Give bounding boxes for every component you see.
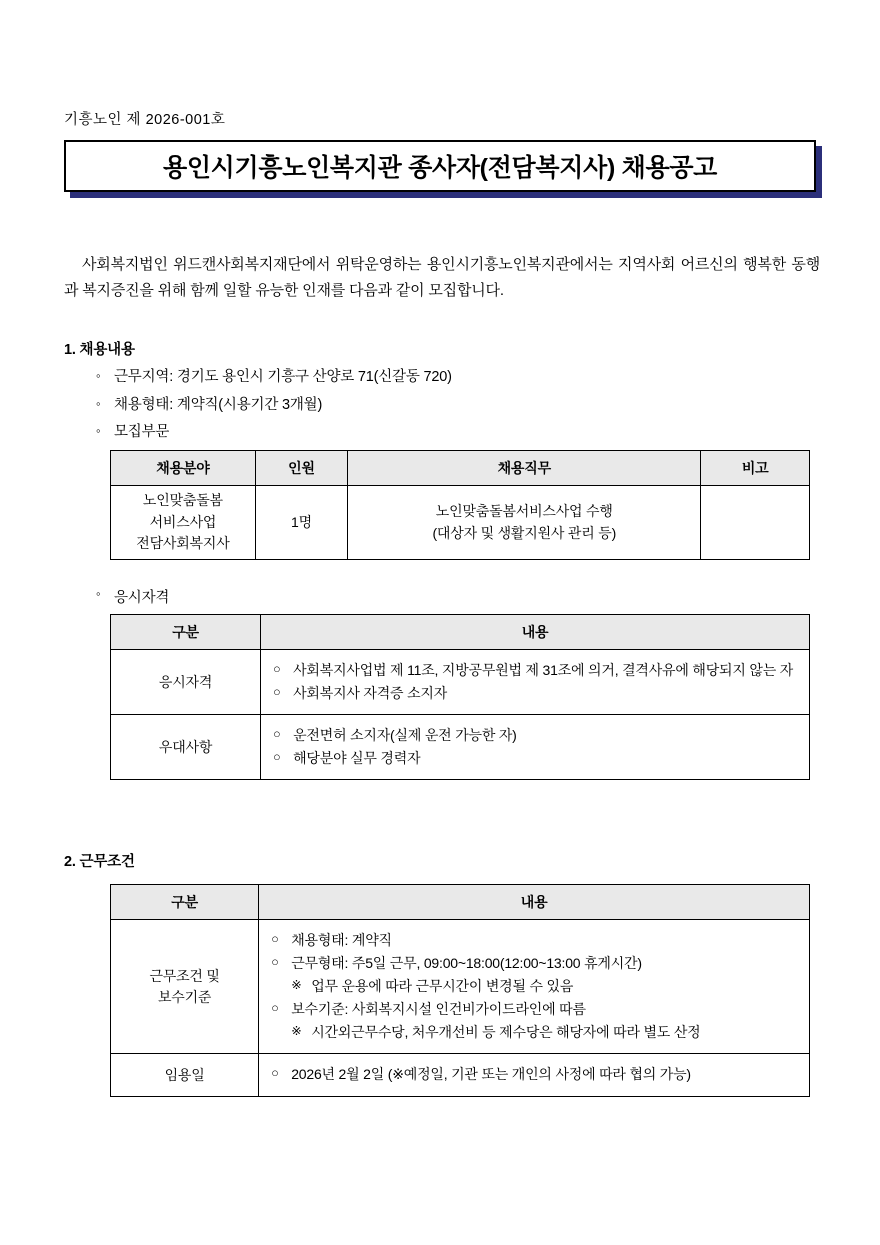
appointment-date-item: ○ 2026년 2월 2일 (※예정일, 기관 또는 개인의 사정에 따라 협의 가능)	[271, 1063, 799, 1086]
eligibility-item-1: ○ 사회복지사업법 제 11조, 지방공무원법 제 31조에 의거, 결격사유에 해당되지 않는 자	[273, 659, 799, 682]
preference-item-2: ○ 해당분야 실무 경력자	[273, 747, 799, 770]
th-gubun: 구분	[111, 615, 261, 650]
cell-count: 1명	[255, 486, 347, 560]
gubun-line-1: 근무조건 및	[149, 967, 220, 984]
th-note: 비고	[701, 451, 810, 486]
eligibility-item-2: ○ 사회복지사 자격증 소지자	[273, 682, 799, 705]
table-row	[111, 650, 810, 715]
intro-text: 사회복지법인 위드캔사회복지재단에서 위탁운영하는 용인시기흥노인복지관에서는 지역사회 어르신의 행복한 동행과 복지증진을 위해 함께 일할 유능한 인재를 다음과 같이 모집합니다.	[64, 256, 820, 300]
condition-item-3: ○ 보수기준: 사회복지시설 인건비가이드라인에 따름	[271, 998, 799, 1021]
table-header-row	[111, 615, 810, 650]
document-number: 기흥노인 제 2026-001호	[64, 112, 226, 128]
th-field: 채용분야	[111, 451, 256, 486]
th-count: 인원	[255, 451, 347, 486]
eligibility-table	[110, 614, 810, 780]
table-header-row	[111, 451, 810, 486]
cell-content-eligibility	[261, 650, 810, 715]
title-banner	[64, 140, 816, 192]
gubun-line-2: 보수기준	[157, 988, 212, 1005]
duty-line-2: (대상자 및 생활지원사 관리 등)	[432, 524, 617, 541]
bullet-eligibility: ◦ 응시자격	[96, 586, 169, 607]
th-naeyong: 내용	[261, 615, 810, 650]
title-box	[64, 140, 816, 192]
cell-field	[111, 486, 256, 560]
field-line-3: 전담사회복지사	[136, 535, 230, 552]
cell-duty	[348, 486, 701, 560]
condition-item-2-note: ※ 업무 운용에 따라 근무시간이 변경될 수 있음	[291, 975, 799, 998]
table-header-row	[111, 885, 810, 920]
condition-item-2-note-wrap	[291, 975, 799, 998]
cell-gubun-appointment: 임용일	[111, 1054, 259, 1096]
table-row	[111, 920, 810, 1054]
preference-item-1: ○ 운전면허 소지자(실제 운전 가능한 자)	[273, 724, 799, 747]
bullet-work-location: ◦ 근무지역: 경기도 용인시 기흥구 산양로 71(신갈동 720)	[96, 364, 452, 392]
cell-note	[701, 486, 810, 560]
th-gubun: 구분	[111, 885, 259, 920]
condition-item-2: ○ 근무형태: 주5일 근무, 09:00~18:00(12:00~13:00 휴게시간)	[271, 952, 799, 975]
intro-paragraph	[64, 252, 820, 305]
section-heading-2: 2. 근무조건	[64, 854, 135, 870]
table-row	[111, 486, 810, 560]
bullet-employment-type: ◦ 채용형태: 계약직(시용기간 3개월)	[96, 392, 452, 420]
duty-line-1: 노인맞춤돌봄서비스사업 수행	[435, 502, 613, 519]
section-heading-1: 1. 채용내용	[64, 342, 135, 358]
cell-content-appointment	[259, 1054, 810, 1096]
cell-gubun-preference: 우대사항	[111, 715, 261, 780]
condition-item-3-note-wrap	[291, 1021, 799, 1044]
cell-gubun-eligibility: 응시자격	[111, 650, 261, 715]
condition-item-1: ○ 채용형태: 계약직	[271, 929, 799, 952]
cell-gubun-condition	[111, 920, 259, 1054]
recruit-table	[110, 450, 810, 560]
work-condition-table	[110, 884, 810, 1097]
condition-item-3-note: ※ 시간외근무수당, 처우개선비 등 제수당은 해당자에 따라 별도 산정	[291, 1021, 799, 1044]
table-row	[111, 1054, 810, 1096]
table-row	[111, 715, 810, 780]
section1-bullets	[96, 364, 452, 447]
th-duty: 채용직무	[348, 451, 701, 486]
field-line-1: 노인맞춤돌봄	[142, 492, 223, 508]
cell-content-preference	[261, 715, 810, 780]
field-line-2: 서비스사업	[149, 513, 217, 530]
cell-content-condition	[259, 920, 810, 1054]
th-naeyong: 내용	[259, 885, 810, 920]
page-title: 용인시기흥노인복지관 종사자(전담복지사) 채용공고	[162, 154, 718, 182]
bullet-recruit-field: ◦ 모집부문	[96, 419, 452, 447]
